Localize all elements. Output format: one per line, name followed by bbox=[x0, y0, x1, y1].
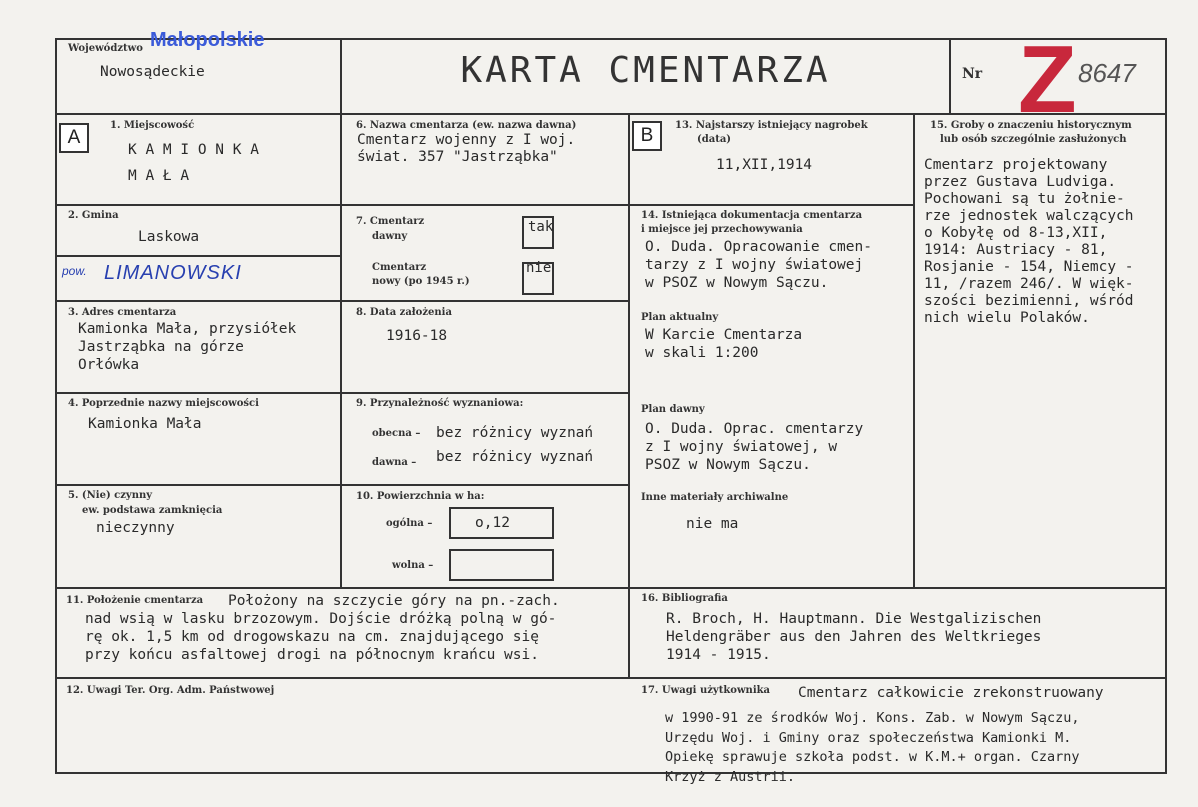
field-15-value: Cmentarz projektowany przez Gustava Ludviga. Pochowani są tu żołnie- rze jednostek walczących o Kobyłę od 8-13,XII, 1914: Austriacy - 81, Rosjanie - 154, Niemcy - 11, /razem 246/. W więk- szości bezimienni, wśród nich wielu Polaków. bbox=[924, 157, 1134, 326]
field-11-value-line1: Położony na szczycie góry na pn.-zach. bbox=[228, 593, 560, 609]
nr-number: 8647 bbox=[1078, 58, 1136, 88]
wolna-label: wolna – bbox=[392, 560, 434, 571]
field-16-value: R. Broch, H. Hauptmann. Die Westgalizischen Heldengräber aus den Jahren des Weltkrieges 1914 - 1915. bbox=[666, 611, 1042, 663]
wojewodztwo-label: Województwo bbox=[68, 43, 143, 54]
ogolna-label: ogólna – bbox=[386, 518, 433, 529]
field-8-value: 1916-18 bbox=[386, 328, 448, 344]
field-14-label: 14. Istniejąca dokumentacja cmentarza bbox=[641, 210, 863, 221]
wolna-box bbox=[449, 549, 554, 581]
field-11-label: 11. Położenie cmentarza bbox=[66, 595, 204, 606]
field-15-sublabel: lub osób szczególnie zasłużonych bbox=[940, 134, 1127, 145]
field-13-value: 11,XII,1914 bbox=[716, 157, 813, 173]
powiat-label: pow. bbox=[62, 264, 87, 278]
plan-dawny-value: O. Duda. Oprac. cmentarzy z I wojny światowej, w PSOZ w Nowym Sączu. bbox=[645, 421, 864, 473]
nr-letter: Z bbox=[1018, 26, 1077, 133]
field-3-value: Kamionka Mała, przysiółek Jastrząbka na górze Orłówka bbox=[78, 321, 297, 373]
divider bbox=[55, 677, 1167, 679]
divider bbox=[913, 113, 915, 587]
field-6-value: Cmentarz wojenny z I woj. świat. 357 "Jastrząbka" bbox=[357, 132, 576, 165]
page-title: KARTA CMENTARZA bbox=[460, 50, 831, 91]
field-2-label: 2. Gmina bbox=[68, 210, 119, 221]
field-17-value: w 1990-91 ze środków Woj. Kons. Zab. w Nowym Sączu, Urzędu Woj. i Gminy oraz społeczeństwa Kamionki M. Opiekę sprawuje szkoła podst. w K.M.+ organ. Czarny Krzyż z Austrii. bbox=[665, 710, 1080, 785]
field-17-label: 17. Uwagi użytkownika bbox=[641, 685, 771, 696]
divider bbox=[55, 587, 1167, 589]
section-b-marker: B bbox=[632, 121, 662, 151]
field-17-value-line1: Cmentarz całkowicie zrekonstruowany bbox=[798, 685, 1104, 701]
field-9-label: 9. Przynależność wyznaniowa: bbox=[356, 398, 524, 409]
field-14-value: O. Duda. Opracowanie cmen- tarzy z I wojny światowej w PSOZ w Nowym Sączu. bbox=[645, 239, 872, 291]
field-1-label: 1. Miejscowość bbox=[110, 120, 195, 131]
field-3-label: 3. Adres cmentarza bbox=[68, 307, 177, 318]
divider bbox=[628, 113, 630, 677]
field-6-label: 6. Nazwa cmentarza (ew. nazwa dawna) bbox=[356, 120, 577, 131]
plan-aktualny-label: Plan aktualny bbox=[641, 312, 719, 323]
obecna-label: obecna – bbox=[372, 428, 421, 439]
field-7-label: 7. Cmentarz bbox=[356, 216, 425, 227]
field-7-dawny-label: dawny bbox=[372, 231, 408, 242]
divider bbox=[55, 113, 1167, 115]
wojewodztwo-value: Nowosądeckie bbox=[100, 64, 205, 80]
wojewodztwo-stamp: Małopolskie bbox=[150, 29, 265, 51]
field-16-label: 16. Bibliografia bbox=[641, 593, 728, 604]
divider bbox=[628, 204, 913, 206]
field-1-value: K A M I O N K A bbox=[128, 142, 259, 158]
cmentarz-dawny-value: tak bbox=[528, 219, 554, 235]
section-a-marker: A bbox=[59, 123, 89, 153]
dawna-label: dawna – bbox=[372, 457, 417, 468]
field-15-label: 15. Groby o znaczeniu historycznym bbox=[930, 120, 1132, 131]
field-5-label: 5. (Nie) czynny bbox=[68, 490, 153, 501]
field-1-value-2: M A Ł A bbox=[128, 168, 190, 184]
field-14-sublabel: i miejsce jej przechowywania bbox=[641, 224, 803, 235]
field-13-label: 13. Najstarszy istniejący nagrobek bbox=[675, 120, 868, 131]
field-7-nowy-sublabel: nowy (po 1945 r.) bbox=[372, 276, 470, 287]
field-5-sublabel: ew. podstawa zamknięcia bbox=[82, 505, 223, 516]
obecna-value: bez różnicy wyznań bbox=[436, 425, 594, 441]
nr-label: Nr bbox=[962, 66, 983, 82]
divider bbox=[949, 38, 951, 113]
divider bbox=[55, 255, 341, 257]
ogolna-value: o,12 bbox=[475, 515, 510, 531]
inne-materialy-value: nie ma bbox=[686, 516, 739, 532]
dawna-value: bez różnicy wyznań bbox=[436, 449, 594, 465]
divider bbox=[340, 113, 342, 587]
field-10-label: 10. Powierzchnia w ha: bbox=[356, 491, 485, 502]
plan-dawny-label: Plan dawny bbox=[641, 404, 705, 415]
plan-aktualny-value: W Karcie Cmentarza w skali 1:200 bbox=[645, 327, 803, 361]
cmentarz-nowy-value: nie bbox=[526, 260, 552, 276]
field-5-value: nieczynny bbox=[96, 520, 175, 536]
field-12-label: 12. Uwagi Ter. Org. Adm. Państwowej bbox=[66, 685, 275, 696]
field-8-label: 8. Data założenia bbox=[356, 307, 452, 318]
field-2-value: Laskowa bbox=[138, 229, 200, 245]
inne-materialy-label: Inne materiały archiwalne bbox=[641, 492, 789, 503]
field-7-nowy-label: Cmentarz bbox=[372, 262, 427, 273]
field-4-label: 4. Poprzednie nazwy miejscowości bbox=[68, 398, 259, 409]
powiat-value: LIMANOWSKI bbox=[104, 262, 242, 284]
field-11-value: nad wsią w lasku brzozowym. Dojście dróżką polną w gó- rę ok. 1,5 km od drogowskazu na cm. znajdującego się przy końcu asfaltowej drogi na północnym krańcu wsi. bbox=[85, 611, 557, 663]
field-4-value: Kamionka Mała bbox=[88, 416, 202, 432]
field-13-sublabel: (data) bbox=[697, 134, 732, 145]
